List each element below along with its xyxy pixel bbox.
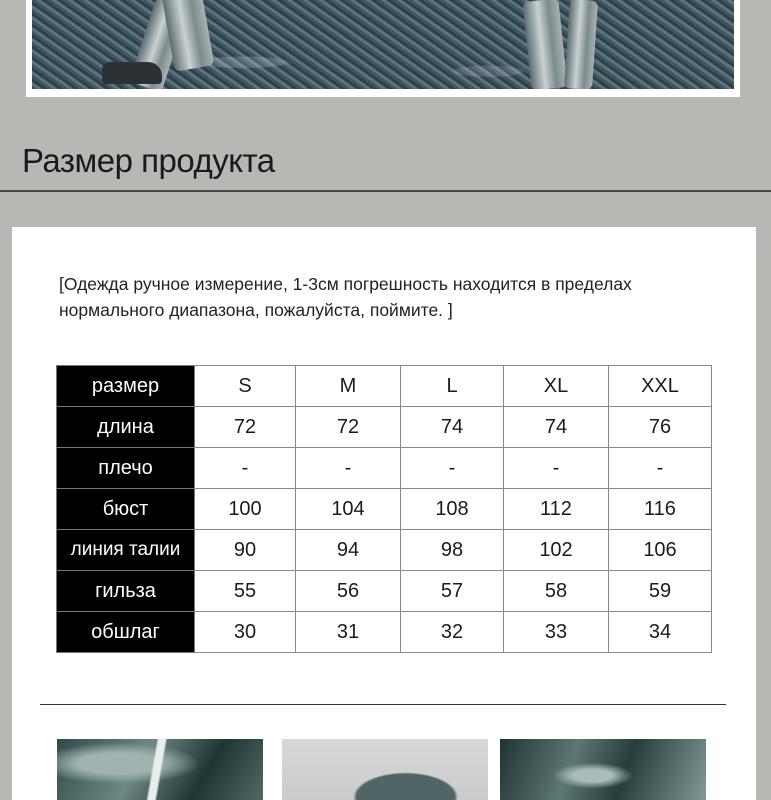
table-cell: 72 [296,407,401,448]
size-cell: XXL [609,366,712,407]
row-label: плечо [57,448,195,489]
top-photo-frame [26,0,740,97]
product-photo-top [32,0,734,89]
measurement-note: [Одежда ручное измерение, 1-3см погрешность находится в пределах нормального диапазона, пожалуйста, поймите. ] [59,274,632,320]
table-row [57,530,712,571]
model-leg-right [522,0,567,89]
product-detail-photo-collar [57,739,263,800]
table-row [57,366,712,407]
table-cell: 31 [296,612,401,653]
heading-rule [0,190,771,192]
table-row [57,448,712,489]
row-label: длина [57,407,195,448]
size-cell: S [195,366,296,407]
table-cell: 56 [296,571,401,612]
table-row [57,571,712,612]
table-cell: 116 [609,489,712,530]
table-cell: 112 [504,489,609,530]
section-divider [40,704,726,705]
table-cell: - [609,448,712,489]
table-cell: - [195,448,296,489]
table-cell: 104 [296,489,401,530]
section-heading: Размер продукта [22,142,275,179]
row-label: гильза [57,571,195,612]
table-row [57,612,712,653]
table-cell: 102 [504,530,609,571]
table-cell: 100 [195,489,296,530]
table-cell: 74 [401,407,504,448]
table-cell: 30 [195,612,296,653]
table-cell: 106 [609,530,712,571]
size-cell: M [296,366,401,407]
table-cell: 94 [296,530,401,571]
table-cell: 33 [504,612,609,653]
table-cell: 55 [195,571,296,612]
table-cell: 59 [609,571,712,612]
table-row [57,489,712,530]
model-leg-right-2 [564,0,598,89]
table-row [57,407,712,448]
size-card [12,227,756,800]
table-cell: 90 [195,530,296,571]
row-label: обшлаг [57,612,195,653]
size-table [56,365,712,653]
table-cell: 34 [609,612,712,653]
size-cell: L [401,366,504,407]
table-cell: 98 [401,530,504,571]
product-detail-photo-hood [282,739,488,800]
table-cell: - [504,448,609,489]
table-cell: 72 [195,407,296,448]
table-cell: 108 [401,489,504,530]
table-cell: 32 [401,612,504,653]
size-cell: XL [504,366,609,407]
table-cell: 58 [504,571,609,612]
table-cell: 74 [504,407,609,448]
table-cell: 57 [401,571,504,612]
product-detail-photo-back [500,739,706,800]
table-cell: - [401,448,504,489]
table-cell: - [296,448,401,489]
row-label: бюст [57,489,195,530]
row-label: линия талии [57,530,195,571]
table-cell: 76 [609,407,712,448]
row-label: размер [57,366,195,407]
model-shoe-left [102,62,162,84]
